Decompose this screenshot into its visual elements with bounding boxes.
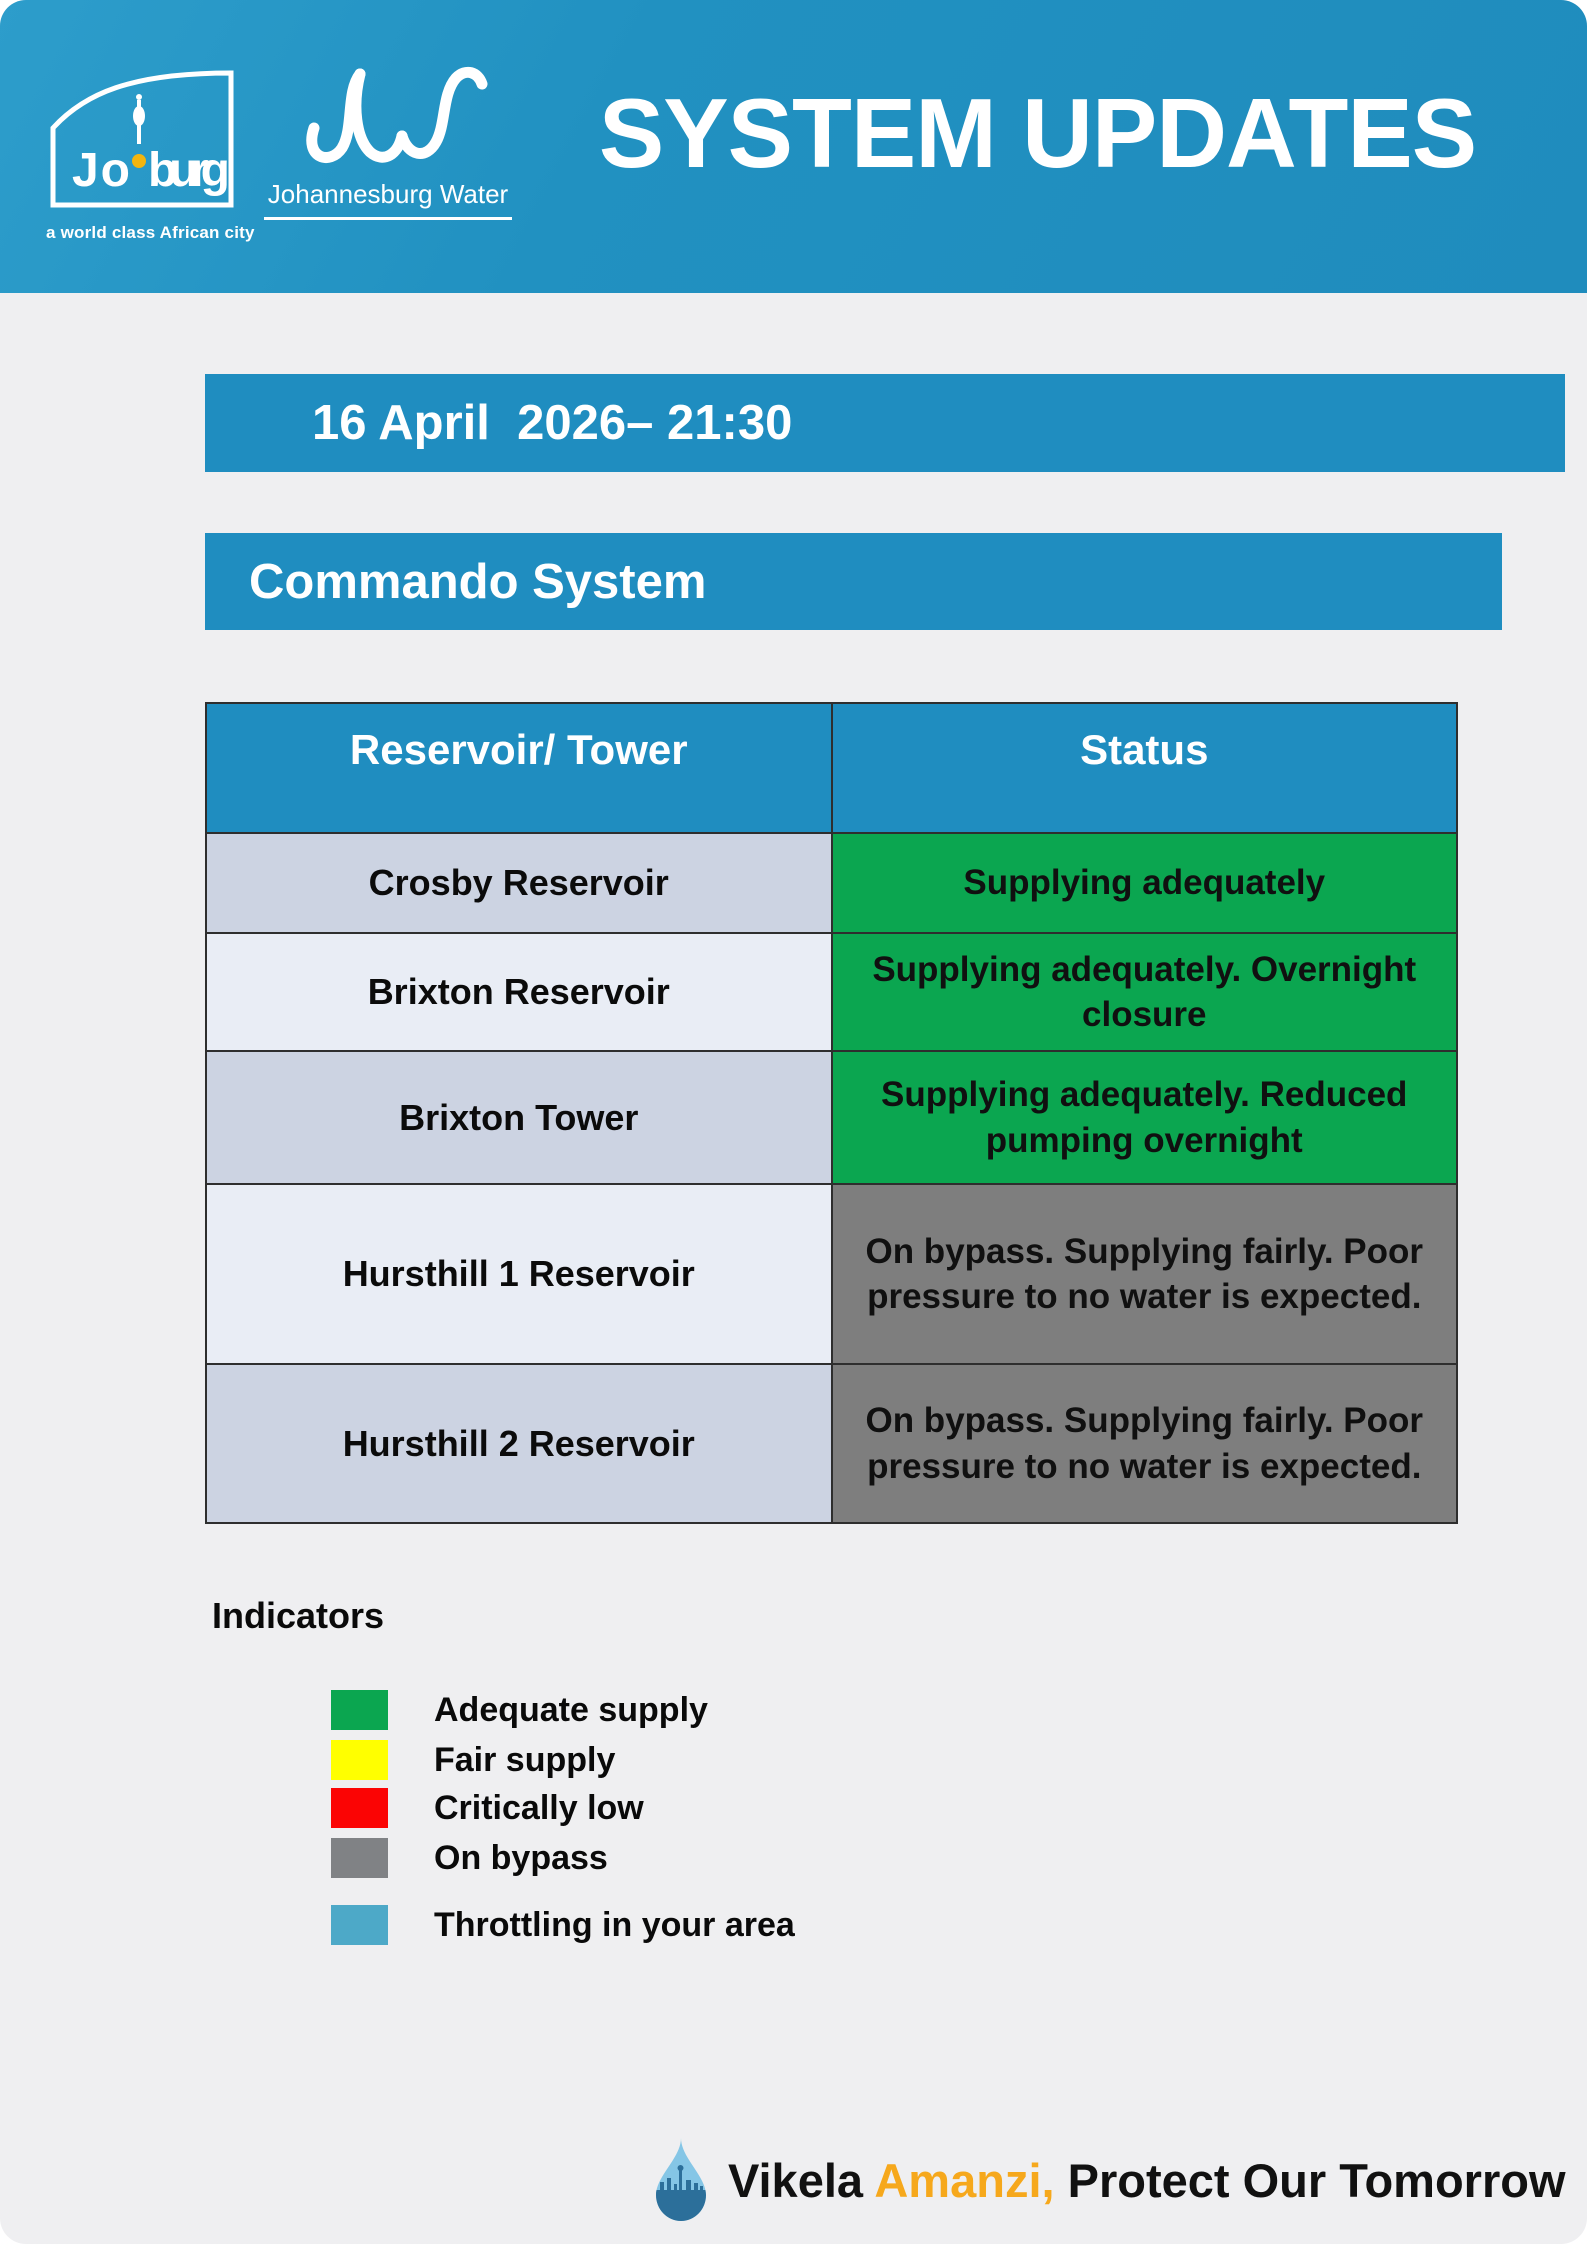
status-cell: Supplying adequately. Reduced pumping overnight	[832, 1051, 1458, 1184]
system-name-banner	[205, 533, 1502, 630]
footer-slogan	[652, 2136, 1566, 2224]
system-name-text: Commando System	[249, 554, 707, 609]
column-header-status: Status	[832, 703, 1458, 833]
column-header-reservoir: Reservoir/ Tower	[206, 703, 832, 833]
status-cell: Supplying adequately	[832, 833, 1458, 933]
status-cell: Supplying adequately. Overnight closure	[832, 933, 1458, 1051]
footer-text-before: Vikela	[728, 2153, 875, 2207]
legend-swatch-throttling	[331, 1905, 388, 1945]
status-cell: On bypass. Supplying fairly. Poor pressure to no water is expected.	[832, 1184, 1458, 1364]
reservoir-name-cell: Crosby Reservoir	[206, 833, 832, 933]
legend-item	[331, 1788, 795, 1828]
indicators-legend	[331, 1690, 795, 1945]
status-cell: On bypass. Supplying fairly. Poor pressure to no water is expected.	[832, 1364, 1458, 1523]
legend-swatch-adequate	[331, 1690, 388, 1730]
table-row	[206, 1184, 1457, 1364]
table-row	[206, 1051, 1457, 1184]
legend-item	[331, 1690, 795, 1730]
legend-item	[331, 1838, 795, 1878]
legend-label: Adequate supply	[434, 1690, 708, 1729]
date-banner-text: 16 April 2026– 21:30	[312, 396, 793, 450]
joburg-yellow-dot	[132, 154, 146, 168]
footer-text	[728, 2153, 1566, 2208]
legend-item	[331, 1905, 795, 1945]
joburg-logo	[46, 64, 255, 243]
legend-label: Fair supply	[434, 1740, 616, 1779]
reservoir-name-cell: Brixton Tower	[206, 1051, 832, 1184]
reservoir-name-cell: Hursthill 2 Reservoir	[206, 1364, 832, 1523]
joburg-text-burg: burg	[148, 144, 230, 197]
table-row	[206, 933, 1457, 1051]
joburg-tagline: a world class African city	[46, 223, 255, 242]
johannesburg-water-waves-icon	[278, 66, 498, 174]
joburg-city-logo-icon	[46, 64, 238, 212]
legend-label: On bypass	[434, 1838, 608, 1877]
footer-text-after: Protect Our Tomorrow	[1054, 2153, 1566, 2207]
reservoir-name-cell: Brixton Reservoir	[206, 933, 832, 1051]
table-row	[206, 1364, 1457, 1523]
table-header-row	[206, 703, 1457, 833]
indicators-heading: Indicators	[212, 1595, 385, 1636]
table-row	[206, 833, 1457, 933]
johannesburg-water-logo	[262, 66, 514, 220]
reservoir-status-table	[205, 702, 1458, 1524]
footer-highlight: Amanzi,	[874, 2153, 1055, 2207]
jw-logo-name: Johannesburg Water	[264, 179, 512, 220]
header-band	[0, 0, 1587, 293]
legend-swatch-critical	[331, 1788, 388, 1828]
water-drop-city-icon	[652, 2136, 710, 2224]
page-title: SYSTEM UPDATES	[598, 78, 1477, 188]
legend-item	[331, 1740, 795, 1780]
reservoir-name-cell: Hursthill 1 Reservoir	[206, 1184, 832, 1364]
legend-label: Critically low	[434, 1788, 644, 1827]
legend-swatch-fair	[331, 1740, 388, 1780]
date-banner	[205, 374, 1565, 472]
joburg-text-jo: Jo	[72, 144, 130, 197]
legend-swatch-bypass	[331, 1838, 388, 1878]
legend-label: Throttling in your area	[434, 1905, 795, 1944]
